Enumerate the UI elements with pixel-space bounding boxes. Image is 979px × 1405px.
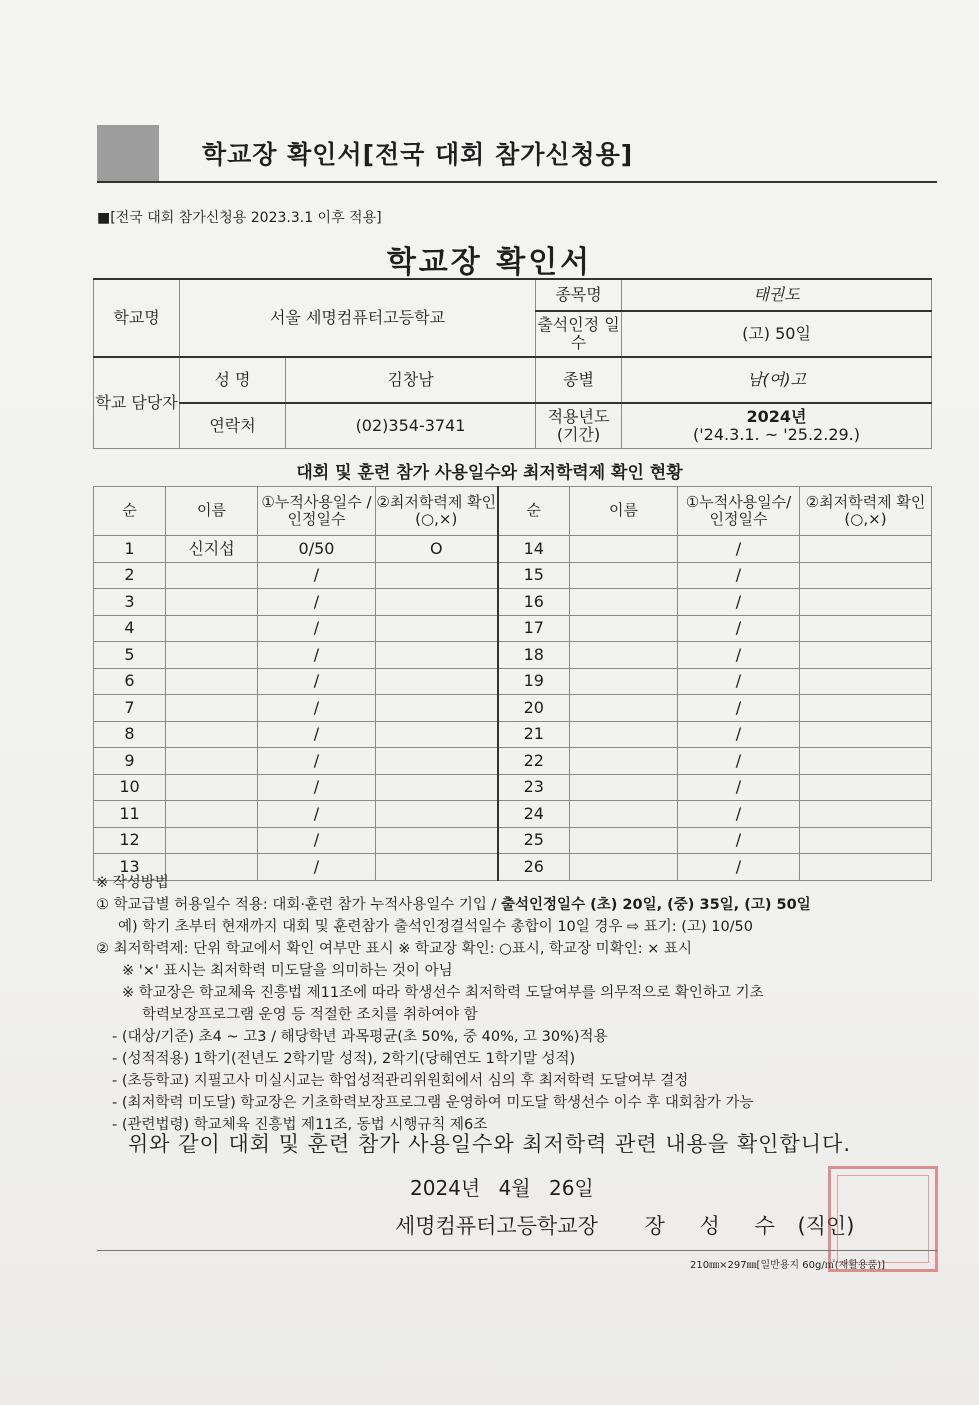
row-name-right [570,589,678,616]
row-days: 0/50 [258,536,376,563]
contact-value: (02)354-3741 [286,403,536,449]
row-name-right [570,536,678,563]
principal-name: 장 성 수 [644,1214,789,1238]
row-name [166,827,258,854]
table-row [94,721,932,748]
note-1 [96,894,946,916]
row-no-right: 26 [498,854,570,881]
row-days-right: / [678,827,800,854]
table-row [94,642,932,669]
row-check [376,668,498,695]
row-no: 8 [94,721,166,748]
row-name-right [570,642,678,669]
row-no-right: 16 [498,589,570,616]
row-days: / [258,827,376,854]
issue-date: 2024년 4월 26일 [410,1176,594,1200]
row-check-right [800,615,932,642]
row-no-right: 22 [498,748,570,775]
writing-notes [96,872,946,1136]
principal-signature [395,1210,854,1240]
row-check-right [800,748,932,775]
row-name-right [570,695,678,722]
row-check [376,774,498,801]
row-check [376,695,498,722]
row-days-right: / [678,801,800,828]
row-name [166,589,258,616]
table-row [94,668,932,695]
participation-table [93,486,932,881]
table-row [94,827,932,854]
row-no-right: 25 [498,827,570,854]
contact-label: 연락처 [180,403,286,449]
row-no-right: 21 [498,721,570,748]
table-row [94,748,932,775]
col-header-days-right: ①누적사용일수/ 인정일수 [678,487,800,536]
note-2-b2: 학력보장프로그램 운영 등 적절한 조치를 취하여야 함 [142,1007,478,1023]
row-name [166,562,258,589]
row-no: 7 [94,695,166,722]
col-header-name: 이름 [166,487,258,536]
row-check [376,589,498,616]
row-no-right: 18 [498,642,570,669]
row-no-right: 14 [498,536,570,563]
row-no-right: 17 [498,615,570,642]
row-days-right: / [678,668,800,695]
row-name [166,721,258,748]
notes-heading: ※ 작성방법 [96,875,169,891]
row-no: 3 [94,589,166,616]
row-name-right [570,668,678,695]
row-no: 1 [94,536,166,563]
row-name [166,615,258,642]
row-name [166,748,258,775]
row-days: / [258,748,376,775]
row-days: / [258,721,376,748]
note-1-bold: 출석인정일수 (초) 20일, (중) 35일, (고) 50일 [501,897,811,913]
row-check-right [800,668,932,695]
table-row [94,695,932,722]
row-no: 5 [94,642,166,669]
row-name [166,774,258,801]
principal-title: 세명컴퓨터고등학교장 [395,1214,598,1238]
manager-label: 학교 담당자 [94,357,180,449]
sport-value: 태권도 [622,279,932,311]
row-name-right [570,615,678,642]
name-value: 김창남 [286,357,536,403]
note-1-prefix: ① 학교급별 허용일수 적용: 대회·훈련 참가 누적사용일수 기입 / [96,897,502,913]
school-info-table [93,278,932,449]
table-row [94,615,932,642]
detail-3: - (초등학교) 지필고사 미실시교는 학업성적관리위원회에서 심의 후 최저학력 도달여부 결정 [112,1073,689,1089]
row-name-right [570,562,678,589]
note-2-a: ※ '×' 표시는 최저학력 미도달을 의미하는 것이 아님 [122,963,453,979]
row-no-right: 19 [498,668,570,695]
table-row [94,589,932,616]
detail-1: - (대상/기준) 초4 ~ 고3 / 해당학년 과목평균(초 50%, 중 40%, 고 30%)적용 [112,1029,608,1045]
row-name [166,695,258,722]
row-check: O [376,536,498,563]
footer-divider [97,1250,937,1251]
row-days-right: / [678,748,800,775]
row-days-right: / [678,615,800,642]
detail-5: - (관련법령) 학교체육 진흥법 제11조, 동법 시행규칙 제6조 [112,1117,488,1133]
row-name [166,668,258,695]
row-no: 10 [94,774,166,801]
row-days-right: / [678,536,800,563]
applied-note: ■[전국 대회 참가신청용 2023.3.1 이후 적용] [97,210,382,226]
row-no: 2 [94,562,166,589]
detail-2: - (성적적용) 1학기(전년도 2학기말 성적), 2학기(당해연도 1학기말 성적) [112,1051,576,1067]
header-bar [97,125,937,183]
row-days-right: / [678,774,800,801]
col-header-days: ①누적사용일수 /인정일수 [258,487,376,536]
row-days: / [258,642,376,669]
row-check-right [800,536,932,563]
attend-days-value: (고) 50일 [622,311,932,357]
col-header-name-right: 이름 [570,487,678,536]
note-1-example: 예) 학기 초부터 현재까지 대회 및 훈련참가 출석인정결석일수 총합이 10일 경우 ⇨ 표기: (고) 10/50 [118,919,754,935]
period-value: ('24.3.1. ~ '25.2.29.) [693,425,861,444]
header-gray-block [97,125,159,181]
col-header-check-right: ②최저학력제 확인(○,×) [800,487,932,536]
row-name [166,642,258,669]
row-days-right: / [678,854,800,881]
table-row [94,774,932,801]
row-no: 12 [94,827,166,854]
row-no-right: 24 [498,801,570,828]
row-no: 9 [94,748,166,775]
row-no: 6 [94,668,166,695]
row-days: / [258,562,376,589]
row-days: / [258,589,376,616]
row-check-right [800,562,932,589]
row-days-right: / [678,642,800,669]
row-no: 11 [94,801,166,828]
year-value: 2024년 [746,406,807,426]
row-name-right [570,827,678,854]
note-2-b: ※ 학교장은 학교체육 진흥법 제11조에 따라 학생선수 최저학력 도달여부를 의무적으로 확인하고 기초 [122,985,764,1001]
confirmation-text: 위와 같이 대회 및 훈련 참가 사용일수와 최저학력 관련 내용을 확인합니다. [127,1132,851,1156]
row-days: / [258,668,376,695]
row-check-right [800,801,932,828]
row-days-right: / [678,721,800,748]
row-no: 13 [94,854,166,881]
year-label: 적용년도 (기간) [536,403,622,449]
row-days: / [258,774,376,801]
name-label: 성 명 [180,357,286,403]
row-no-right: 20 [498,695,570,722]
row-name-right [570,748,678,775]
row-check [376,827,498,854]
row-check-right [800,642,932,669]
row-check [376,642,498,669]
note-2: ② 최저학력제: 단위 학교에서 확인 여부만 표시 ※ 학교장 확인: ○표시, 학교장 미확인: × 표시 [96,941,692,957]
row-check-right [800,695,932,722]
col-header-no-right: 순 [498,487,570,536]
row-check [376,801,498,828]
school-label: 학교명 [94,279,180,357]
document-title: 학교장 확인서 [386,245,593,280]
row-name: 신지섭 [166,536,258,563]
table-row [94,562,932,589]
paper-spec: 210㎜×297㎜[일반용지 60g/㎡(재활용품)] [690,1260,886,1271]
row-days: / [258,801,376,828]
official-seal-label: (직인) [797,1214,855,1238]
row-name-right [570,801,678,828]
table-header-row [94,487,932,536]
row-name [166,801,258,828]
sport-label: 종목명 [536,279,622,311]
row-check-right [800,774,932,801]
row-check [376,615,498,642]
row-no-right: 23 [498,774,570,801]
table-row [94,536,932,563]
col-header-no: 순 [94,487,166,536]
attend-days-label: 출석인정 일수 [536,311,622,357]
school-value: 서울 세명컴퓨터고등학교 [180,279,536,357]
row-check [376,748,498,775]
row-check [376,562,498,589]
row-days-right: / [678,589,800,616]
row-name-right [570,721,678,748]
row-check-right [800,721,932,748]
row-days-right: / [678,562,800,589]
year-cell [622,403,932,449]
header-title: 학교장 확인서[전국 대회 참가신청용] [202,140,634,169]
detail-4: - (최저학력 미도달) 학교장은 기초학력보장프로그램 운영하여 미도달 학생선수 이수 후 대회참가 가능 [112,1095,754,1111]
row-no-right: 15 [498,562,570,589]
row-days: / [258,854,376,881]
row-days: / [258,695,376,722]
section-title: 대회 및 훈련 참가 사용일수와 최저학력제 확인 현황 [296,463,683,483]
gender-value: 남(여)고 [622,357,932,403]
row-check-right [800,589,932,616]
row-name-right [570,774,678,801]
row-days-right: / [678,695,800,722]
col-header-check: ②최저학력제 확인(○,×) [376,487,498,536]
gender-label: 종별 [536,357,622,403]
row-no: 4 [94,615,166,642]
row-check-right [800,827,932,854]
row-days: / [258,615,376,642]
table-row [94,801,932,828]
row-check [376,721,498,748]
